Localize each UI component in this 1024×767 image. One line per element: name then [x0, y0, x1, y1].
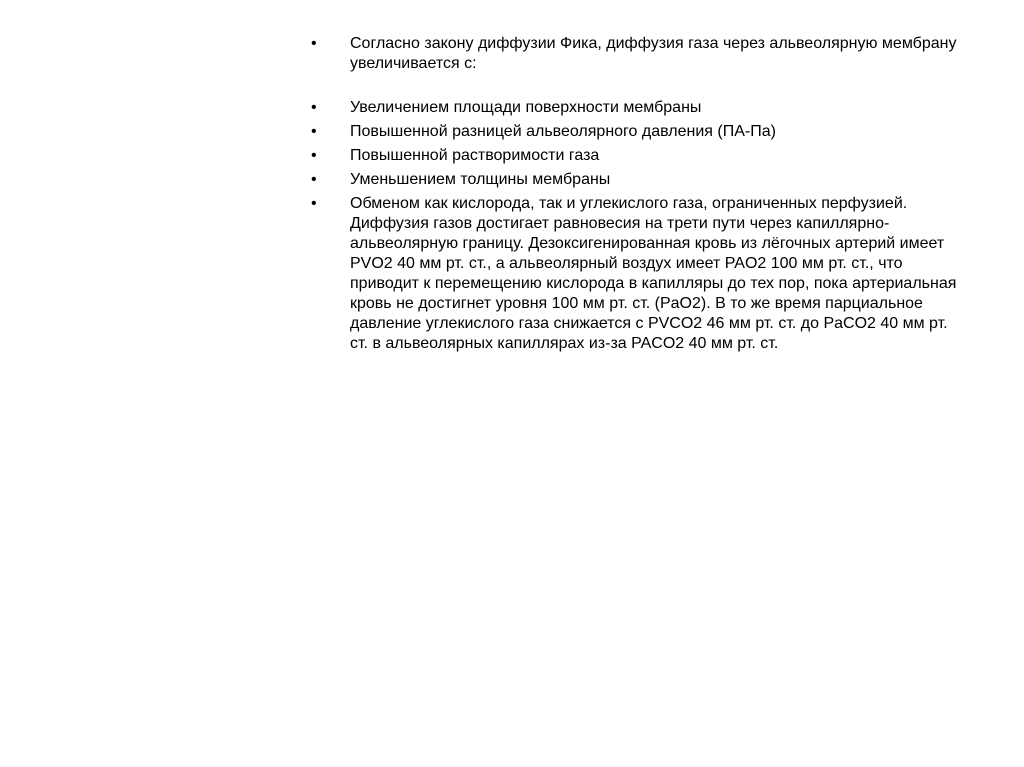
bullet-text: Увеличением площади поверхности мембраны: [350, 99, 702, 116]
bullet-dot-icon: •: [311, 35, 317, 52]
bullet-item-gas-exchange: [311, 194, 971, 354]
bullet-text: Повышенной разницей альвеолярного давления (ПА-Па): [350, 123, 776, 140]
bullet-text: Обменом как кислорода, так и углекислого газа, ограниченных перфузией. Диффузия газов достигает равновесия на трети пути через капиллярно-альвеолярную границу. Дезоксигенированная кровь из лёгочных артерий имеет PVO2 40 мм рт. ст., а альвеолярный воздух имеет PAO2 100 мм рт. ст., что приводит к перемещению кислорода в капилляры до тех пор, пока артериальная кровь не достигнет уровня 100 мм рт. ст. (PaO2). В то же время парциальное давление углекислого газа снижается с PVCO2 46 мм рт. ст. до PaCO2 40 мм рт. ст. в альвеолярных капиллярах из-за PACO2 40 мм рт. ст.: [350, 195, 957, 352]
bullet-item-surface-area: [311, 98, 971, 118]
bullet-item-solubility: [311, 146, 971, 166]
bullet-dot-icon: •: [311, 171, 317, 188]
bullet-dot-icon: •: [311, 195, 317, 212]
bullet-item-intro: [311, 34, 971, 74]
bullet-text: Повышенной растворимости газа: [350, 147, 600, 164]
bullet-list: [311, 34, 971, 358]
bullet-dot-icon: •: [311, 123, 317, 140]
bullet-dot-icon: •: [311, 147, 317, 164]
bullet-text: Согласно закону диффузии Фика, диффузия газа через альвеолярную мембрану увеличивается с:: [350, 35, 957, 72]
bullet-item-thickness: [311, 170, 971, 190]
bullet-item-pressure-difference: [311, 122, 971, 142]
bullet-dot-icon: •: [311, 99, 317, 116]
bullet-text: Уменьшением толщины мембраны: [350, 171, 611, 188]
